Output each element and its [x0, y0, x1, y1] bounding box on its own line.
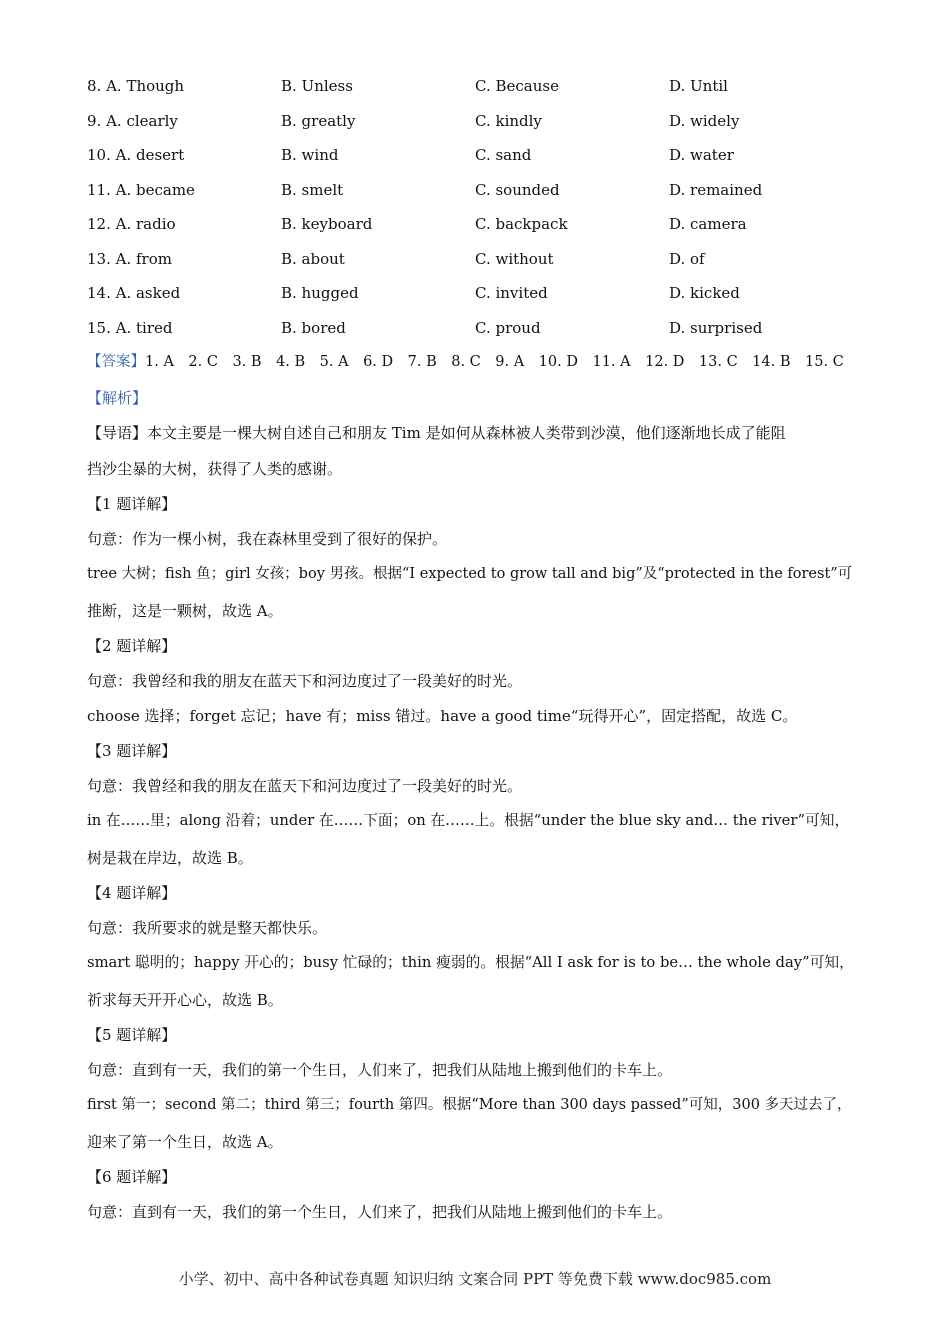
text-line: 【导语】本文主要是一棵大树自述自己和朋友 Tim 是如何从森林被人类带到沙漠，他们逐渐地长成了能阻	[87, 424, 786, 442]
text-line: 句意：直到有一天，我们的第一个生日，人们来了，把我们从陆地上搬到他们的卡车上。	[87, 1203, 673, 1221]
question-heading: 【1 题详解】	[87, 495, 177, 513]
option-c: C. backpack	[475, 215, 568, 233]
option-a: 10. A. desert	[87, 146, 185, 164]
option-c: C. invited	[475, 284, 548, 302]
text-line: 句意：直到有一天，我们的第一个生日，人们来了，把我们从陆地上搬到他们的卡车上。	[87, 1061, 673, 1079]
answer-text: 1. A 2. C 3. B 4. B 5. A 6. D 7. B 8. C 9. A 10. D 11. A 12. D 13. C 14. B 15. C	[145, 354, 844, 370]
option-a: 13. A. from	[87, 250, 172, 268]
question-heading: 【3 题详解】	[87, 742, 177, 760]
option-c: C. without	[475, 250, 554, 268]
option-d: D. Until	[669, 77, 728, 95]
option-c: C. sand	[475, 146, 532, 164]
text-line: 句意：作为一棵小树，我在森林里受到了很好的保护。	[87, 530, 448, 548]
question-heading: 【4 题详解】	[87, 884, 177, 902]
text-line: 迎来了第一个生日，故选 A。	[87, 1133, 283, 1151]
option-d: D. kicked	[669, 284, 740, 302]
option-a: 11. A. became	[87, 181, 195, 199]
option-a: 14. A. asked	[87, 284, 181, 302]
text-line: smart 聪明的；happy 开心的；busy 忙碌的；thin 瘦弱的。根据“All I ask for is to be… the whole day”可知，	[87, 954, 854, 971]
option-d: D. widely	[669, 112, 740, 130]
option-d: D. of	[669, 250, 705, 268]
text-line: first 第一；second 第二；third 第三；fourth 第四。根据“More than 300 days passed”可知，300 多天过去了，	[87, 1097, 852, 1113]
text-line: 句意：我曾经和我的朋友在蓝天下和河边度过了一段美好的时光。	[87, 672, 523, 690]
question-heading: 【2 题详解】	[87, 637, 177, 655]
option-b: B. greatly	[281, 112, 356, 130]
text-line: 树是栽在岸边，故选 B。	[87, 849, 253, 867]
text-line: tree 大树；fish 鱼；girl 女孩；boy 男孩。根据“I expected to grow tall and big”及“protected in the forest”可	[87, 566, 853, 582]
option-d: D. surprised	[669, 319, 763, 337]
option-a: 15. A. tired	[87, 319, 173, 337]
text-line: 祈求每天开开心心，故选 B。	[87, 991, 283, 1009]
option-d: D. camera	[669, 215, 747, 233]
text-line: in 在……里；along 沿着；under 在……下面；on 在……上。根据“under the blue sky and… the river”可知，	[87, 812, 850, 829]
option-a: 9. A. clearly	[87, 112, 178, 130]
option-c: C. kindly	[475, 112, 542, 130]
option-b: B. smelt	[281, 181, 344, 199]
text-line: choose 选择；forget 忘记；have 有；miss 错过。have a good time“玩得开心”，固定搭配，故选 C。	[87, 707, 798, 725]
text-line: 句意：我所要求的就是整天都快乐。	[87, 919, 328, 937]
option-a: 8. A. Though	[87, 77, 185, 95]
question-heading: 【5 题详解】	[87, 1026, 177, 1044]
option-d: D. water	[669, 146, 734, 164]
option-c: C. proud	[475, 319, 541, 337]
text-line: 推断，这是一颗树，故选 A。	[87, 602, 283, 620]
option-b: B. hugged	[281, 284, 359, 302]
option-b: B. keyboard	[281, 215, 373, 233]
text-line: 挡沙尘暴的大树，获得了人类的感谢。	[87, 460, 343, 478]
option-c: C. Because	[475, 77, 559, 95]
option-d: D. remained	[669, 181, 763, 199]
option-b: B. about	[281, 250, 345, 268]
option-a: 12. A. radio	[87, 215, 176, 233]
option-c: C. sounded	[475, 181, 560, 199]
option-b: B. bored	[281, 319, 346, 337]
answer-label: 【答案】	[87, 354, 145, 370]
option-b: B. wind	[281, 146, 339, 164]
question-heading: 【6 题详解】	[87, 1168, 177, 1186]
answer-line	[87, 351, 844, 373]
analysis-label: 【解析】	[87, 389, 148, 407]
page-footer: 小学、初中、高中各种试卷真题 知识归纳 文案合同 PPT 等免费下载 www.doc985.com	[178, 1270, 772, 1288]
option-b: B. Unless	[281, 77, 353, 95]
text-line: 句意：我曾经和我的朋友在蓝天下和河边度过了一段美好的时光。	[87, 777, 523, 795]
